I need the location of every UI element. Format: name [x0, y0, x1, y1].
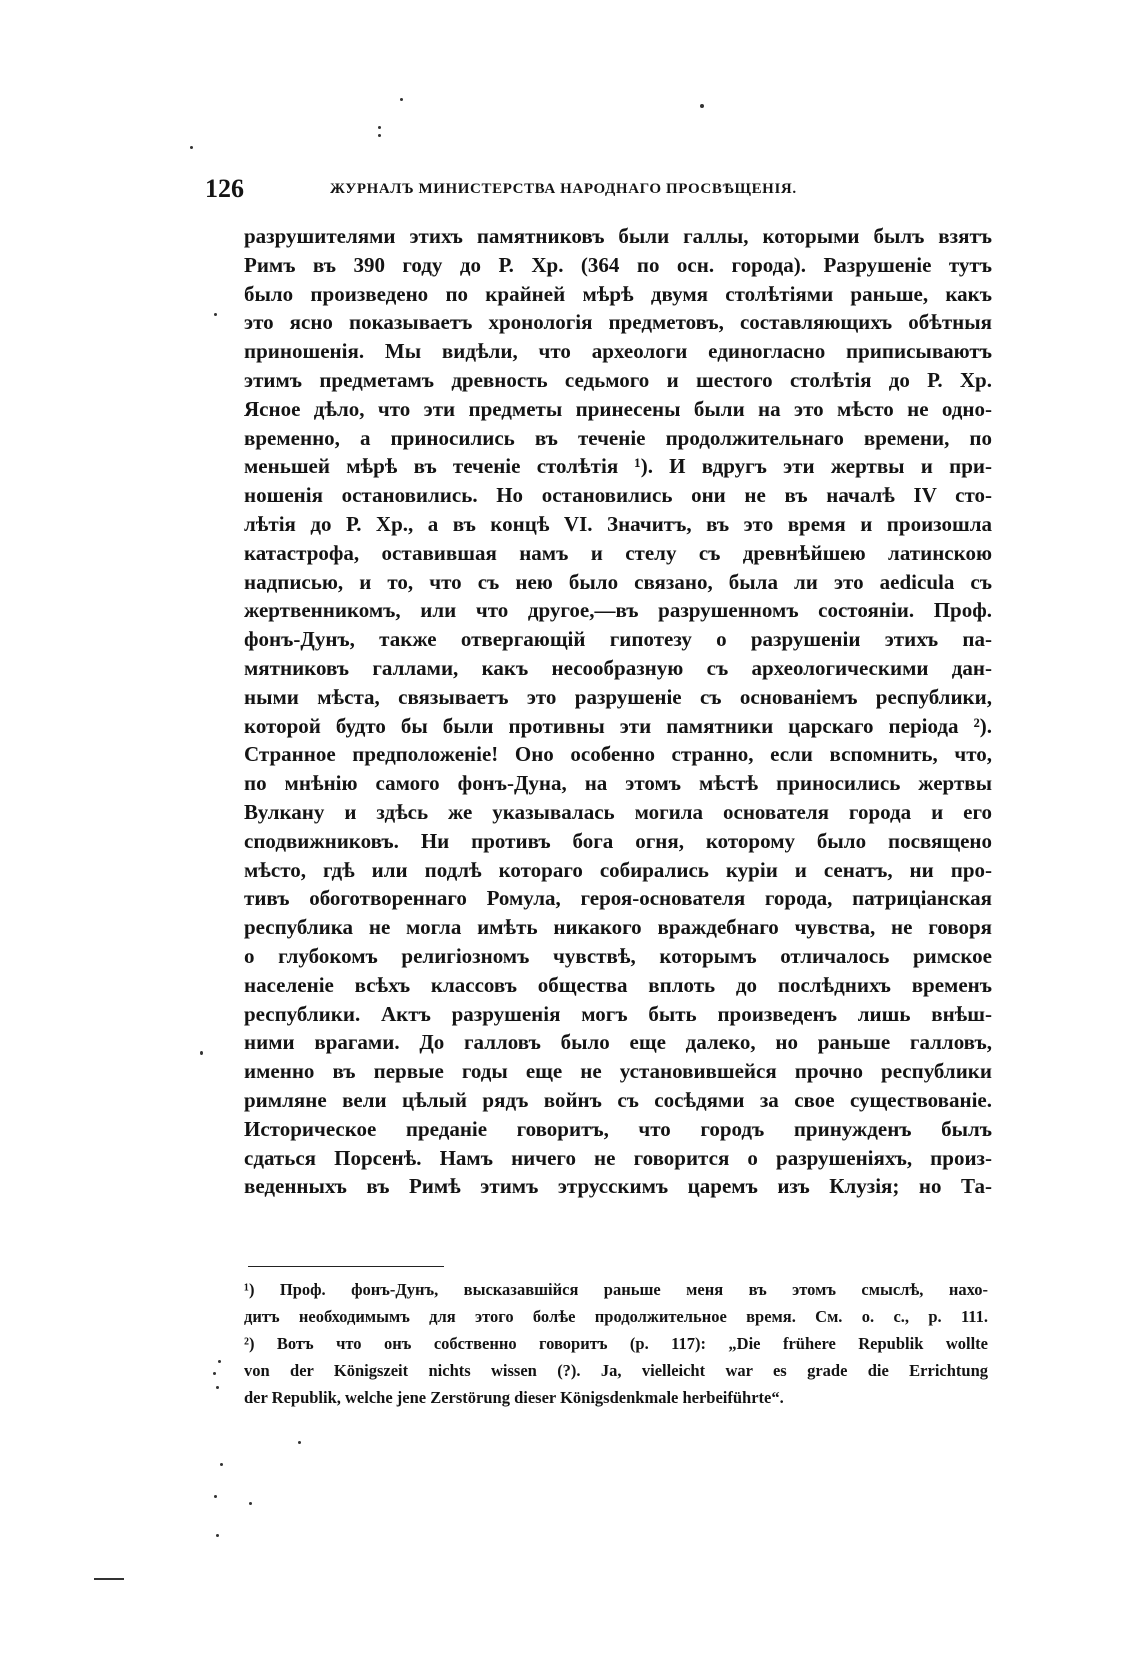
text-line: ними врагами. До галловъ было еще далеко, но раньше галловъ,	[244, 1030, 992, 1055]
text-line: по мнѣнію самого фонъ-Дуна, на этомъ мѣстѣ приносились жертвы	[244, 771, 992, 796]
text-line: римляне вели цѣлый рядъ войнъ съ сосѣдями за свое существованіе.	[244, 1087, 992, 1112]
scan-speck	[220, 1463, 223, 1466]
text-line: меньшей мѣрѣ въ теченіе столѣтія ¹). И вдругъ эти жертвы и при-	[244, 454, 992, 479]
footnote-line: ²) Вотъ что онъ собственно говоритъ (р. 117): „Die frühere Republik wollte	[244, 1334, 988, 1353]
text-line: сподвижниковъ. Ни противъ бога огня, которому было посвящено	[244, 828, 992, 853]
text-line: мятниковъ галлами, какъ несообразную съ археологическими дан-	[244, 655, 992, 680]
text-line: ношенія остановились. Но остановились они не въ началѣ IV сто-	[244, 483, 992, 508]
scan-speck	[700, 104, 704, 108]
scan-speck	[216, 1386, 219, 1389]
text-line: о глубокомъ религіозномъ чувствѣ, которымъ отличалось римское	[244, 943, 992, 968]
text-line: Историческое преданіе говоритъ, что городъ принужденъ былъ	[244, 1116, 992, 1141]
text-line: именно въ первые годы еще не установившейся прочно республики	[244, 1059, 992, 1084]
running-header	[205, 174, 945, 206]
scan-speck	[298, 1441, 301, 1444]
text-line: республики. Актъ разрушенія могъ быть произведенъ лишь внѣш-	[244, 1001, 992, 1026]
scan-speck	[190, 146, 193, 149]
text-line: ными мѣста, связываетъ это разрушеніе съ основаніемъ республики,	[244, 684, 992, 709]
page-number: 126	[205, 174, 244, 203]
scan-speck	[400, 98, 403, 101]
text-line: Римъ въ 390 году до Р. Хр. (364 по осн. города). Разрушеніе тутъ	[244, 252, 992, 277]
scan-speck	[378, 126, 381, 129]
text-line: населеніе всѣхъ классовъ общества вплоть до послѣднихъ временъ	[244, 972, 992, 997]
text-line: Ясное дѣло, что эти предметы принесены были на это мѣсто не одно-	[244, 396, 992, 421]
body-text	[244, 222, 992, 1201]
scan-speck	[216, 1534, 219, 1537]
footnotes	[244, 1276, 988, 1411]
footnote-line: von der Königszeit nichts wissen (?). Ja, vielleicht war es grade die Errichtung	[244, 1361, 988, 1380]
text-line: надписью, и то, что съ нею было связано, была ли это aedicula съ	[244, 569, 992, 594]
text-line: этимъ предметамъ древность седьмого и шестого столѣтія до Р. Хр.	[244, 367, 992, 392]
text-line: тивъ обоготвореннаго Ромула, героя-основателя города, патриціанская	[244, 886, 992, 911]
scan-mark	[94, 1578, 124, 1580]
text-line: мѣсто, гдѣ или подлѣ котораго собирались куріи и сенатъ, ни про-	[244, 857, 992, 882]
text-line: сдаться Порсенѣ. Намъ ничего не говорится о разрушеніяхъ, произ-	[244, 1145, 992, 1170]
text-line: это ясно показываетъ хронологія предметовъ, составляющихъ обѣтныя	[244, 310, 992, 335]
scan-speck	[214, 1495, 217, 1498]
text-line: лѣтія до Р. Хр., а въ концѣ VI. Значитъ, въ это время и произошла	[244, 511, 992, 536]
text-line: жертвенникомъ, или что другое,—въ разрушенномъ состояніи. Проф.	[244, 598, 992, 623]
text-line: которой будто бы были противны эти памятники царскаго періода ²).	[244, 713, 992, 738]
running-title: ЖУРНАЛЪ МИНИСТЕРСТВА НАРОДНАГО ПРОСВѢЩЕНІЯ.	[330, 181, 797, 197]
text-line: приношенія. Мы видѣли, что археологи единогласно приписываютъ	[244, 339, 992, 364]
scan-speck	[378, 134, 381, 137]
text-line: временно, а приносились въ теченіе продолжительнаго времени, по	[244, 425, 992, 450]
scan-speck	[218, 1360, 221, 1363]
footnote-line: дитъ необходимымъ для этого болѣе продолжительное время. См. о. с., р. 111.	[244, 1307, 988, 1326]
scan-speck	[200, 1051, 203, 1055]
scan-speck	[214, 313, 217, 316]
text-line: Вулкану и здѣсь же указывалась могила основателя города и его	[244, 799, 992, 824]
text-line: катастрофа, оставившая намъ и стелу съ древнѣйшею латинскою	[244, 540, 992, 565]
scan-speck	[213, 1372, 216, 1375]
text-line: было произведено по крайней мѣрѣ двумя столѣтіями раньше, какъ	[244, 281, 992, 306]
scan-speck	[249, 1502, 252, 1505]
text-line: веденныхъ въ Римѣ этимъ этрусскимъ царемъ изъ Клузія; но Та-	[244, 1174, 992, 1199]
footnote-rule	[248, 1266, 444, 1267]
text-line: республика не могла имѣть никакого враждебнаго чувства, не говоря	[244, 915, 992, 940]
text-line: Странное предположеніе! Оно особенно странно, если вспомнить, что,	[244, 742, 992, 767]
footnote-line: ¹) Проф. фонъ-Дунъ, высказавшійся раньше меня въ этомъ смыслѣ, нахо-	[244, 1280, 988, 1299]
footnote-line: der Republik, welche jene Zerstörung dieser Königsdenkmale herbeiführte“.	[244, 1388, 784, 1407]
text-line: разрушителями этихъ памятниковъ были галлы, которыми былъ взятъ	[244, 224, 992, 248]
text-line: фонъ-Дунъ, также отвергающій гипотезу о разрушеніи этихъ па-	[244, 627, 992, 652]
